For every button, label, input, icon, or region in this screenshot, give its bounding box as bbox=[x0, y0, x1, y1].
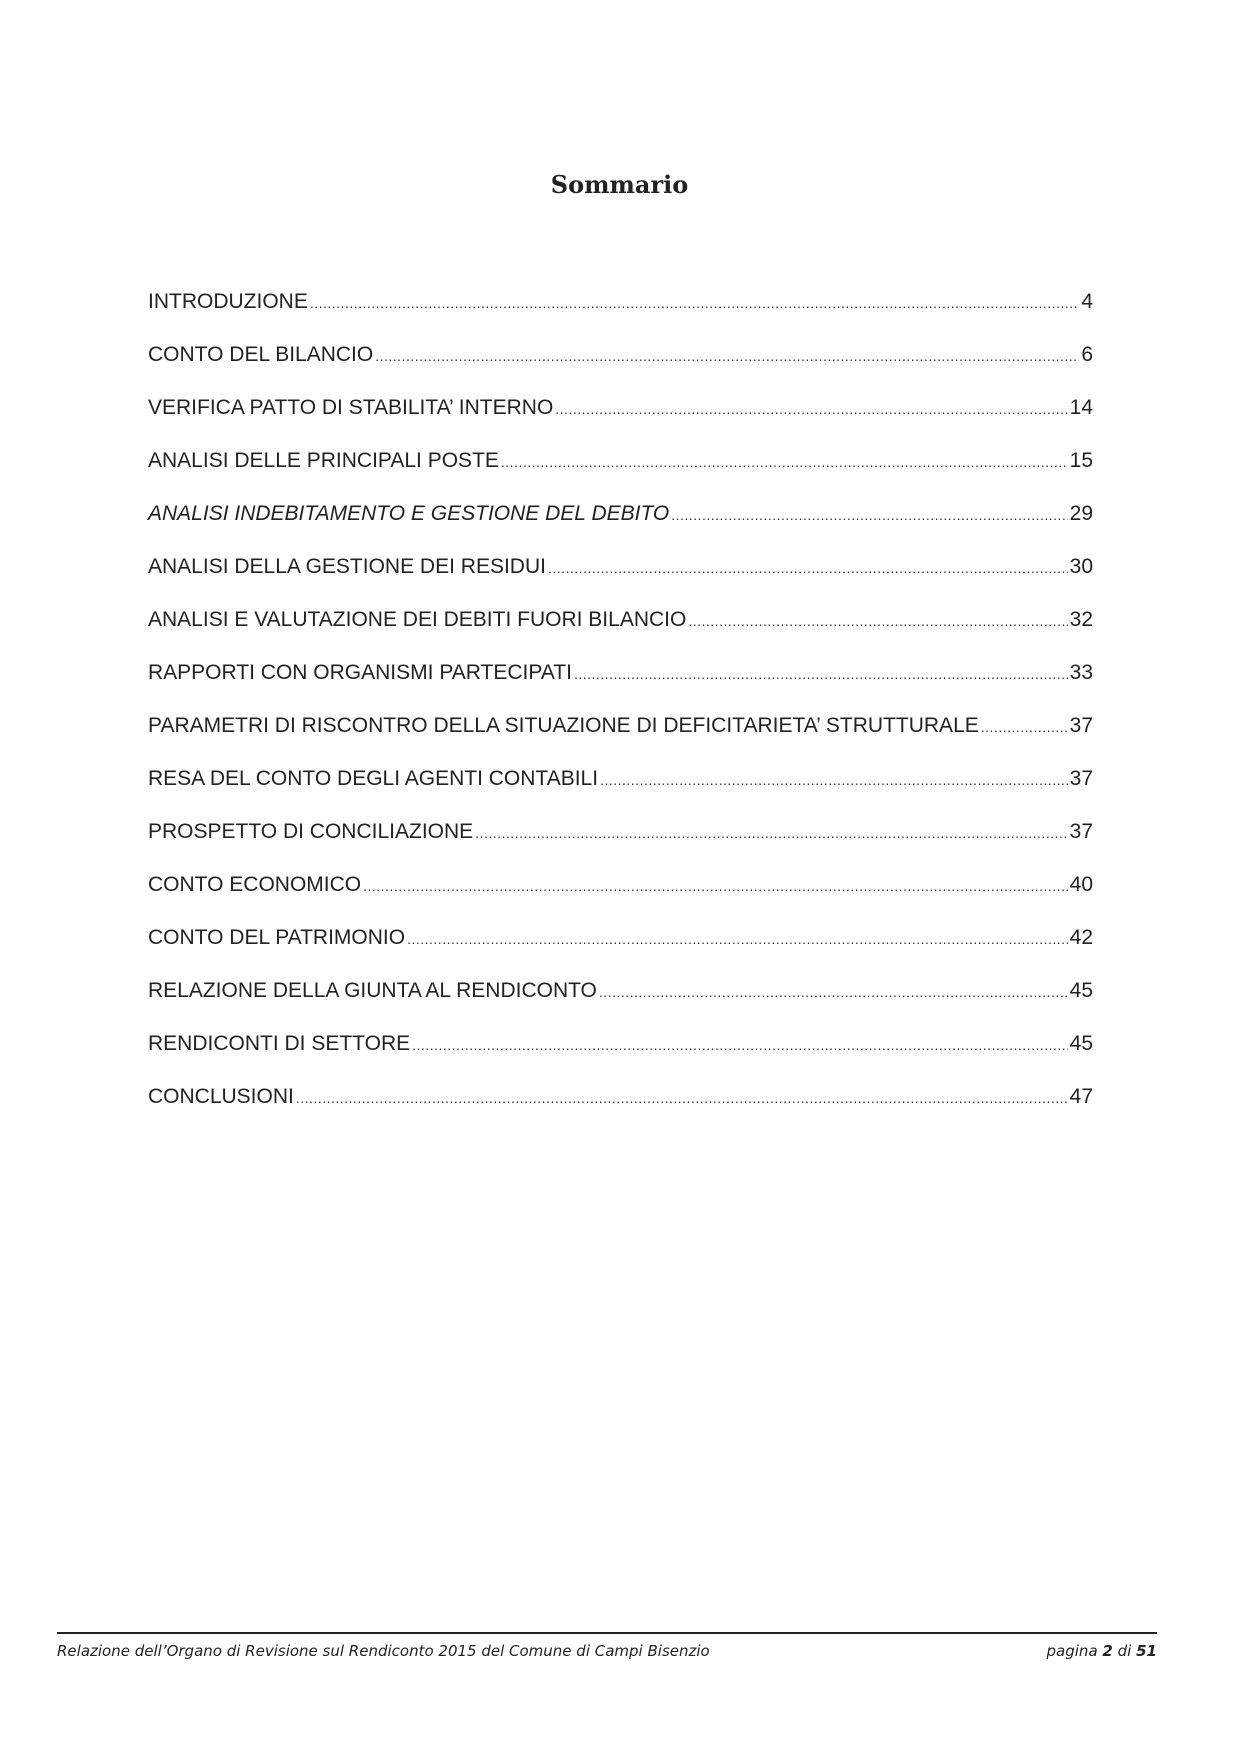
dot-leader bbox=[475, 820, 1067, 844]
toc-entry-page: 42 bbox=[1069, 926, 1093, 949]
table-of-contents bbox=[148, 290, 1093, 1138]
toc-entry-debiti-fuori-bilancio[interactable] bbox=[148, 608, 1093, 661]
dot-leader bbox=[501, 449, 1068, 473]
footer-page-sep: di bbox=[1117, 1642, 1132, 1660]
toc-entry-page: 30 bbox=[1069, 555, 1093, 578]
toc-entry-label: ANALISI E VALUTAZIONE DEI DEBITI FUORI BILANCIO bbox=[148, 608, 687, 631]
dot-leader bbox=[412, 1032, 1068, 1056]
toc-entry-verifica-patto[interactable] bbox=[148, 396, 1093, 449]
toc-entry-label: RESA DEL CONTO DEGLI AGENTI CONTABILI bbox=[148, 767, 599, 790]
toc-entry-prospetto-conciliazione[interactable] bbox=[148, 820, 1093, 873]
toc-entry-rendiconti-settore[interactable] bbox=[148, 1032, 1093, 1085]
toc-entry-label: RAPPORTI CON ORGANISMI PARTECIPATI bbox=[148, 661, 572, 684]
dot-leader bbox=[296, 1085, 1068, 1109]
footer-document-title: Relazione dell’Organo di Revisione sul Rendiconto 2015 del Comune di Campi Bisenzio bbox=[57, 1642, 710, 1660]
dot-leader bbox=[599, 979, 1068, 1003]
toc-entry-conto-patrimonio[interactable] bbox=[148, 926, 1093, 979]
toc-entry-analisi-poste[interactable] bbox=[148, 449, 1093, 502]
toc-entry-page: 29 bbox=[1069, 502, 1093, 525]
footer-page-current: 2 bbox=[1102, 1642, 1113, 1660]
dot-leader bbox=[375, 343, 1079, 367]
toc-entry-page: 37 bbox=[1069, 820, 1093, 843]
footer-page-total: 51 bbox=[1136, 1642, 1157, 1660]
footer-divider bbox=[57, 1632, 1157, 1634]
toc-entry-label: INTRODUZIONE bbox=[148, 290, 308, 313]
toc-entry-gestione-residui[interactable] bbox=[148, 555, 1093, 608]
toc-entry-label: RENDICONTI DI SETTORE bbox=[148, 1032, 411, 1055]
dot-leader bbox=[688, 608, 1067, 632]
toc-entry-page: 47 bbox=[1069, 1085, 1093, 1108]
toc-entry-page: 45 bbox=[1069, 1032, 1093, 1055]
toc-entry-parametri-deficitarieta[interactable] bbox=[148, 714, 1093, 767]
toc-entry-relazione-giunta[interactable] bbox=[148, 979, 1093, 1032]
toc-entry-organismi-partecipati[interactable] bbox=[148, 661, 1093, 714]
toc-entry-label: RELAZIONE DELLA GIUNTA AL RENDICONTO bbox=[148, 979, 597, 1002]
toc-entry-page: 37 bbox=[1069, 714, 1093, 737]
toc-entry-page: 4 bbox=[1081, 290, 1093, 313]
dot-leader bbox=[600, 767, 1068, 791]
dot-leader bbox=[407, 926, 1068, 950]
toc-entry-label: ANALISI INDEBITAMENTO E GESTIONE DEL DEBITO bbox=[148, 502, 670, 525]
toc-entry-agenti-contabili[interactable] bbox=[148, 767, 1093, 820]
dot-leader bbox=[574, 661, 1068, 685]
toc-entry-conclusioni[interactable] bbox=[148, 1085, 1093, 1138]
toc-entry-page: 45 bbox=[1069, 979, 1093, 1002]
dot-leader bbox=[363, 873, 1068, 897]
page-title: Sommario bbox=[550, 170, 689, 199]
toc-entry-label: CONTO DEL BILANCIO bbox=[148, 343, 374, 366]
toc-entry-conto-del-bilancio[interactable] bbox=[148, 343, 1093, 396]
toc-entry-label: CONCLUSIONI bbox=[148, 1085, 294, 1108]
toc-entry-page: 32 bbox=[1069, 608, 1093, 631]
toc-entry-page: 37 bbox=[1069, 767, 1093, 790]
toc-entry-label: CONTO ECONOMICO bbox=[148, 873, 362, 896]
toc-entry-label: VERIFICA PATTO DI STABILITA’ INTERNO bbox=[148, 396, 554, 419]
toc-entry-introduzione[interactable] bbox=[148, 290, 1093, 343]
toc-entry-page: 15 bbox=[1069, 449, 1093, 472]
dot-leader bbox=[555, 396, 1067, 420]
toc-entry-page: 14 bbox=[1069, 396, 1093, 419]
dot-leader bbox=[981, 714, 1068, 738]
footer-page-prefix: pagina bbox=[1046, 1642, 1098, 1660]
toc-entry-label: CONTO DEL PATRIMONIO bbox=[148, 926, 406, 949]
toc-entry-conto-economico[interactable] bbox=[148, 873, 1093, 926]
toc-entry-analisi-indebitamento[interactable] bbox=[148, 502, 1093, 555]
dot-leader bbox=[548, 555, 1068, 579]
footer-page-number bbox=[1047, 1642, 1157, 1660]
dot-leader bbox=[310, 290, 1079, 314]
toc-entry-page: 40 bbox=[1069, 873, 1093, 896]
toc-entry-page: 33 bbox=[1069, 661, 1093, 684]
toc-entry-label: PROSPETTO DI CONCILIAZIONE bbox=[148, 820, 474, 843]
dot-leader bbox=[671, 502, 1067, 526]
toc-entry-page: 6 bbox=[1081, 343, 1093, 366]
toc-entry-label: ANALISI DELLA GESTIONE DEI RESIDUI bbox=[148, 555, 546, 578]
toc-entry-label: ANALISI DELLE PRINCIPALI POSTE bbox=[148, 449, 499, 472]
toc-entry-label: PARAMETRI DI RISCONTRO DELLA SITUAZIONE DI DEFICITARIETA’ STRUTTURALE bbox=[148, 714, 979, 737]
